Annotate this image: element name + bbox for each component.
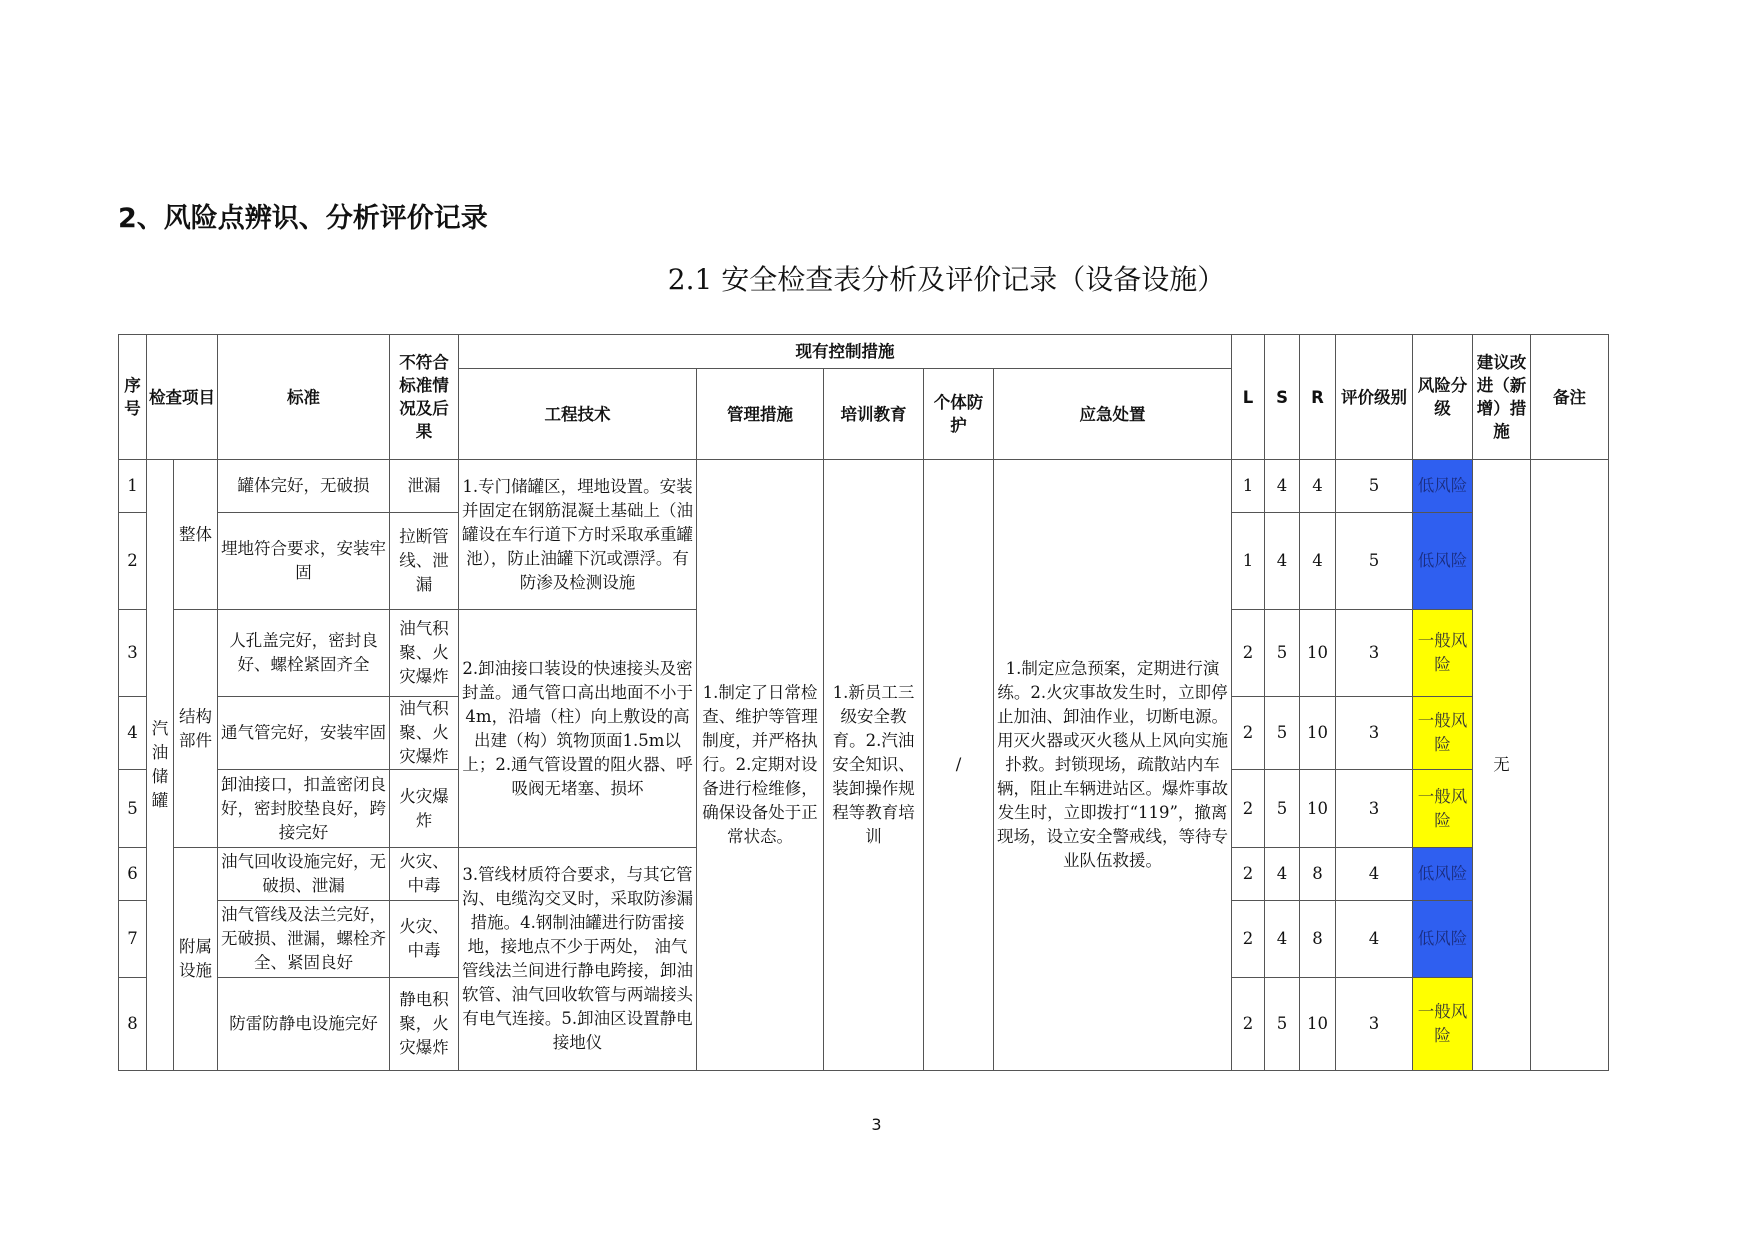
consequence-cell: 泄漏 (390, 460, 459, 513)
group-cell: 整体 (174, 460, 218, 610)
header-eval-level: 评价级别 (1336, 335, 1413, 460)
group-cell: 结构部件 (174, 610, 218, 848)
risk-badge: 低风险 (1413, 513, 1473, 610)
header-l: L (1232, 335, 1265, 460)
s-cell: 5 (1265, 610, 1300, 697)
s-cell: 4 (1265, 848, 1300, 901)
header-seq: 序号 (119, 335, 147, 460)
section-heading: 2、风险点辨识、分析评价记录 (118, 203, 488, 234)
l-cell: 2 (1232, 848, 1265, 901)
emergency-cell: 1.制定应急预案，定期进行演练。2.火灾事故发生时，立即停止加油、卸油作业，切断电源。用灭火器或灭火毯从上风向实施扑救。封锁现场，疏散站内车辆，阻止车辆进站区。爆炸事故发生时，立即拨打“119”，撤离现场，设立安全警戒线，等待专业队伍救援。 (994, 460, 1232, 1071)
seq-cell: 2 (119, 513, 147, 610)
standard-cell: 通气管完好，安装牢固 (218, 697, 390, 770)
header-item: 检查项目 (147, 335, 218, 460)
eval-level-cell: 3 (1336, 978, 1413, 1071)
consequence-cell: 油气积聚、火灾爆炸 (390, 610, 459, 697)
engineering-cell: 1.专门储罐区，埋地设置。安装并固定在钢筋混凝土基础上（油罐设在车行道下方时采取承重罐池），防止油罐下沉或漂浮。有防渗及检测设施 (459, 460, 697, 610)
standard-cell: 卸油接口，扣盖密闭良好，密封胶垫良好，跨接完好 (218, 770, 390, 848)
suggestion-cell: 无 (1473, 460, 1531, 1071)
header-controls-group: 现有控制措施 (459, 335, 1232, 369)
s-cell: 4 (1265, 513, 1300, 610)
l-cell: 2 (1232, 978, 1265, 1071)
eval-level-cell: 3 (1336, 770, 1413, 848)
risk-badge: 低风险 (1413, 901, 1473, 978)
standard-cell: 人孔盖完好，密封良好、螺栓紧固齐全 (218, 610, 390, 697)
standard-cell: 罐体完好，无破损 (218, 460, 390, 513)
consequence-cell: 油气积聚、火灾爆炸 (390, 697, 459, 770)
header-engineering: 工程技术 (459, 369, 697, 460)
risk-badge: 一般风险 (1413, 978, 1473, 1071)
group-cell: 附属设施 (174, 848, 218, 1071)
r-cell: 10 (1300, 978, 1336, 1071)
eval-level-cell: 5 (1336, 513, 1413, 610)
seq-cell: 6 (119, 848, 147, 901)
header-s: S (1265, 335, 1300, 460)
ppe-cell: / (924, 460, 994, 1071)
seq-cell: 4 (119, 697, 147, 770)
standard-cell: 油气管线及法兰完好，无破损、泄漏，螺栓齐全、紧固良好 (218, 901, 390, 978)
standard-cell: 油气回收设施完好，无破损、泄漏 (218, 848, 390, 901)
risk-badge: 低风险 (1413, 460, 1473, 513)
management-cell: 1.制定了日常检查、维护等管理制度，并严格执行。2.定期对设备进行检维修，确保设备处于正常状态。 (697, 460, 824, 1071)
table-row (119, 460, 1609, 513)
page-number: 3 (871, 1115, 882, 1134)
l-cell: 2 (1232, 901, 1265, 978)
header-standard: 标准 (218, 335, 390, 460)
s-cell: 5 (1265, 697, 1300, 770)
risk-badge: 低风险 (1413, 848, 1473, 901)
table-title: 2.1 安全检查表分析及评价记录（设备设施） (667, 263, 1226, 296)
header-training: 培训教育 (824, 369, 924, 460)
s-cell: 5 (1265, 978, 1300, 1071)
category-cell: 汽油储罐 (147, 460, 174, 1071)
header-ppe: 个体防护 (924, 369, 994, 460)
eval-level-cell: 4 (1336, 901, 1413, 978)
r-cell: 10 (1300, 697, 1336, 770)
header-management: 管理措施 (697, 369, 824, 460)
remarks-cell (1531, 460, 1609, 1071)
seq-cell: 3 (119, 610, 147, 697)
header-risk-level: 风险分级 (1413, 335, 1473, 460)
r-cell: 4 (1300, 513, 1336, 610)
header-remarks: 备注 (1531, 335, 1609, 460)
eval-level-cell: 3 (1336, 610, 1413, 697)
l-cell: 2 (1232, 697, 1265, 770)
consequence-cell: 静电积聚，火灾爆炸 (390, 978, 459, 1071)
consequence-cell: 火灾爆炸 (390, 770, 459, 848)
engineering-cell: 3.管线材质符合要求，与其它管沟、电缆沟交叉时，采取防渗漏措施。4.钢制油罐进行防雷接地，接地点不少于两处， 油气管线法兰间进行静电跨接，卸油软管、油气回收软管与两端接头有电气连接。5.卸油区设置静电接地仪 (459, 848, 697, 1071)
l-cell: 2 (1232, 610, 1265, 697)
consequence-cell: 拉断管线、泄漏 (390, 513, 459, 610)
standard-cell: 埋地符合要求，安装牢固 (218, 513, 390, 610)
s-cell: 4 (1265, 901, 1300, 978)
seq-cell: 7 (119, 901, 147, 978)
r-cell: 10 (1300, 610, 1336, 697)
risk-badge: 一般风险 (1413, 697, 1473, 770)
risk-badge: 一般风险 (1413, 610, 1473, 697)
engineering-cell: 2.卸油接口装设的快速接头及密封盖。通气管口高出地面不小于4m，沿墙（柱）向上敷设的高出建（构）筑物顶面1.5m以上；2.通气管设置的阻火器、呼吸阀无堵塞、损坏 (459, 610, 697, 848)
eval-level-cell: 5 (1336, 460, 1413, 513)
r-cell: 10 (1300, 770, 1336, 848)
r-cell: 8 (1300, 848, 1336, 901)
s-cell: 4 (1265, 460, 1300, 513)
standard-cell: 防雷防静电设施完好 (218, 978, 390, 1071)
header-suggestion: 建议改进（新增）措施 (1473, 335, 1531, 460)
r-cell: 8 (1300, 901, 1336, 978)
l-cell: 1 (1232, 513, 1265, 610)
eval-level-cell: 3 (1336, 697, 1413, 770)
l-cell: 1 (1232, 460, 1265, 513)
header-emergency: 应急处置 (994, 369, 1232, 460)
s-cell: 5 (1265, 770, 1300, 848)
training-cell: 1.新员工三级安全教育。2.汽油安全知识、装卸操作规程等教育培训 (824, 460, 924, 1071)
r-cell: 4 (1300, 460, 1336, 513)
eval-level-cell: 4 (1336, 848, 1413, 901)
risk-assessment-table (118, 334, 1609, 1071)
header-r: R (1300, 335, 1336, 460)
seq-cell: 5 (119, 770, 147, 848)
risk-badge: 一般风险 (1413, 770, 1473, 848)
l-cell: 2 (1232, 770, 1265, 848)
consequence-cell: 火灾、中毒 (390, 901, 459, 978)
header-nonconformity: 不符合标准情况及后果 (390, 335, 459, 460)
seq-cell: 1 (119, 460, 147, 513)
seq-cell: 8 (119, 978, 147, 1071)
consequence-cell: 火灾、中毒 (390, 848, 459, 901)
